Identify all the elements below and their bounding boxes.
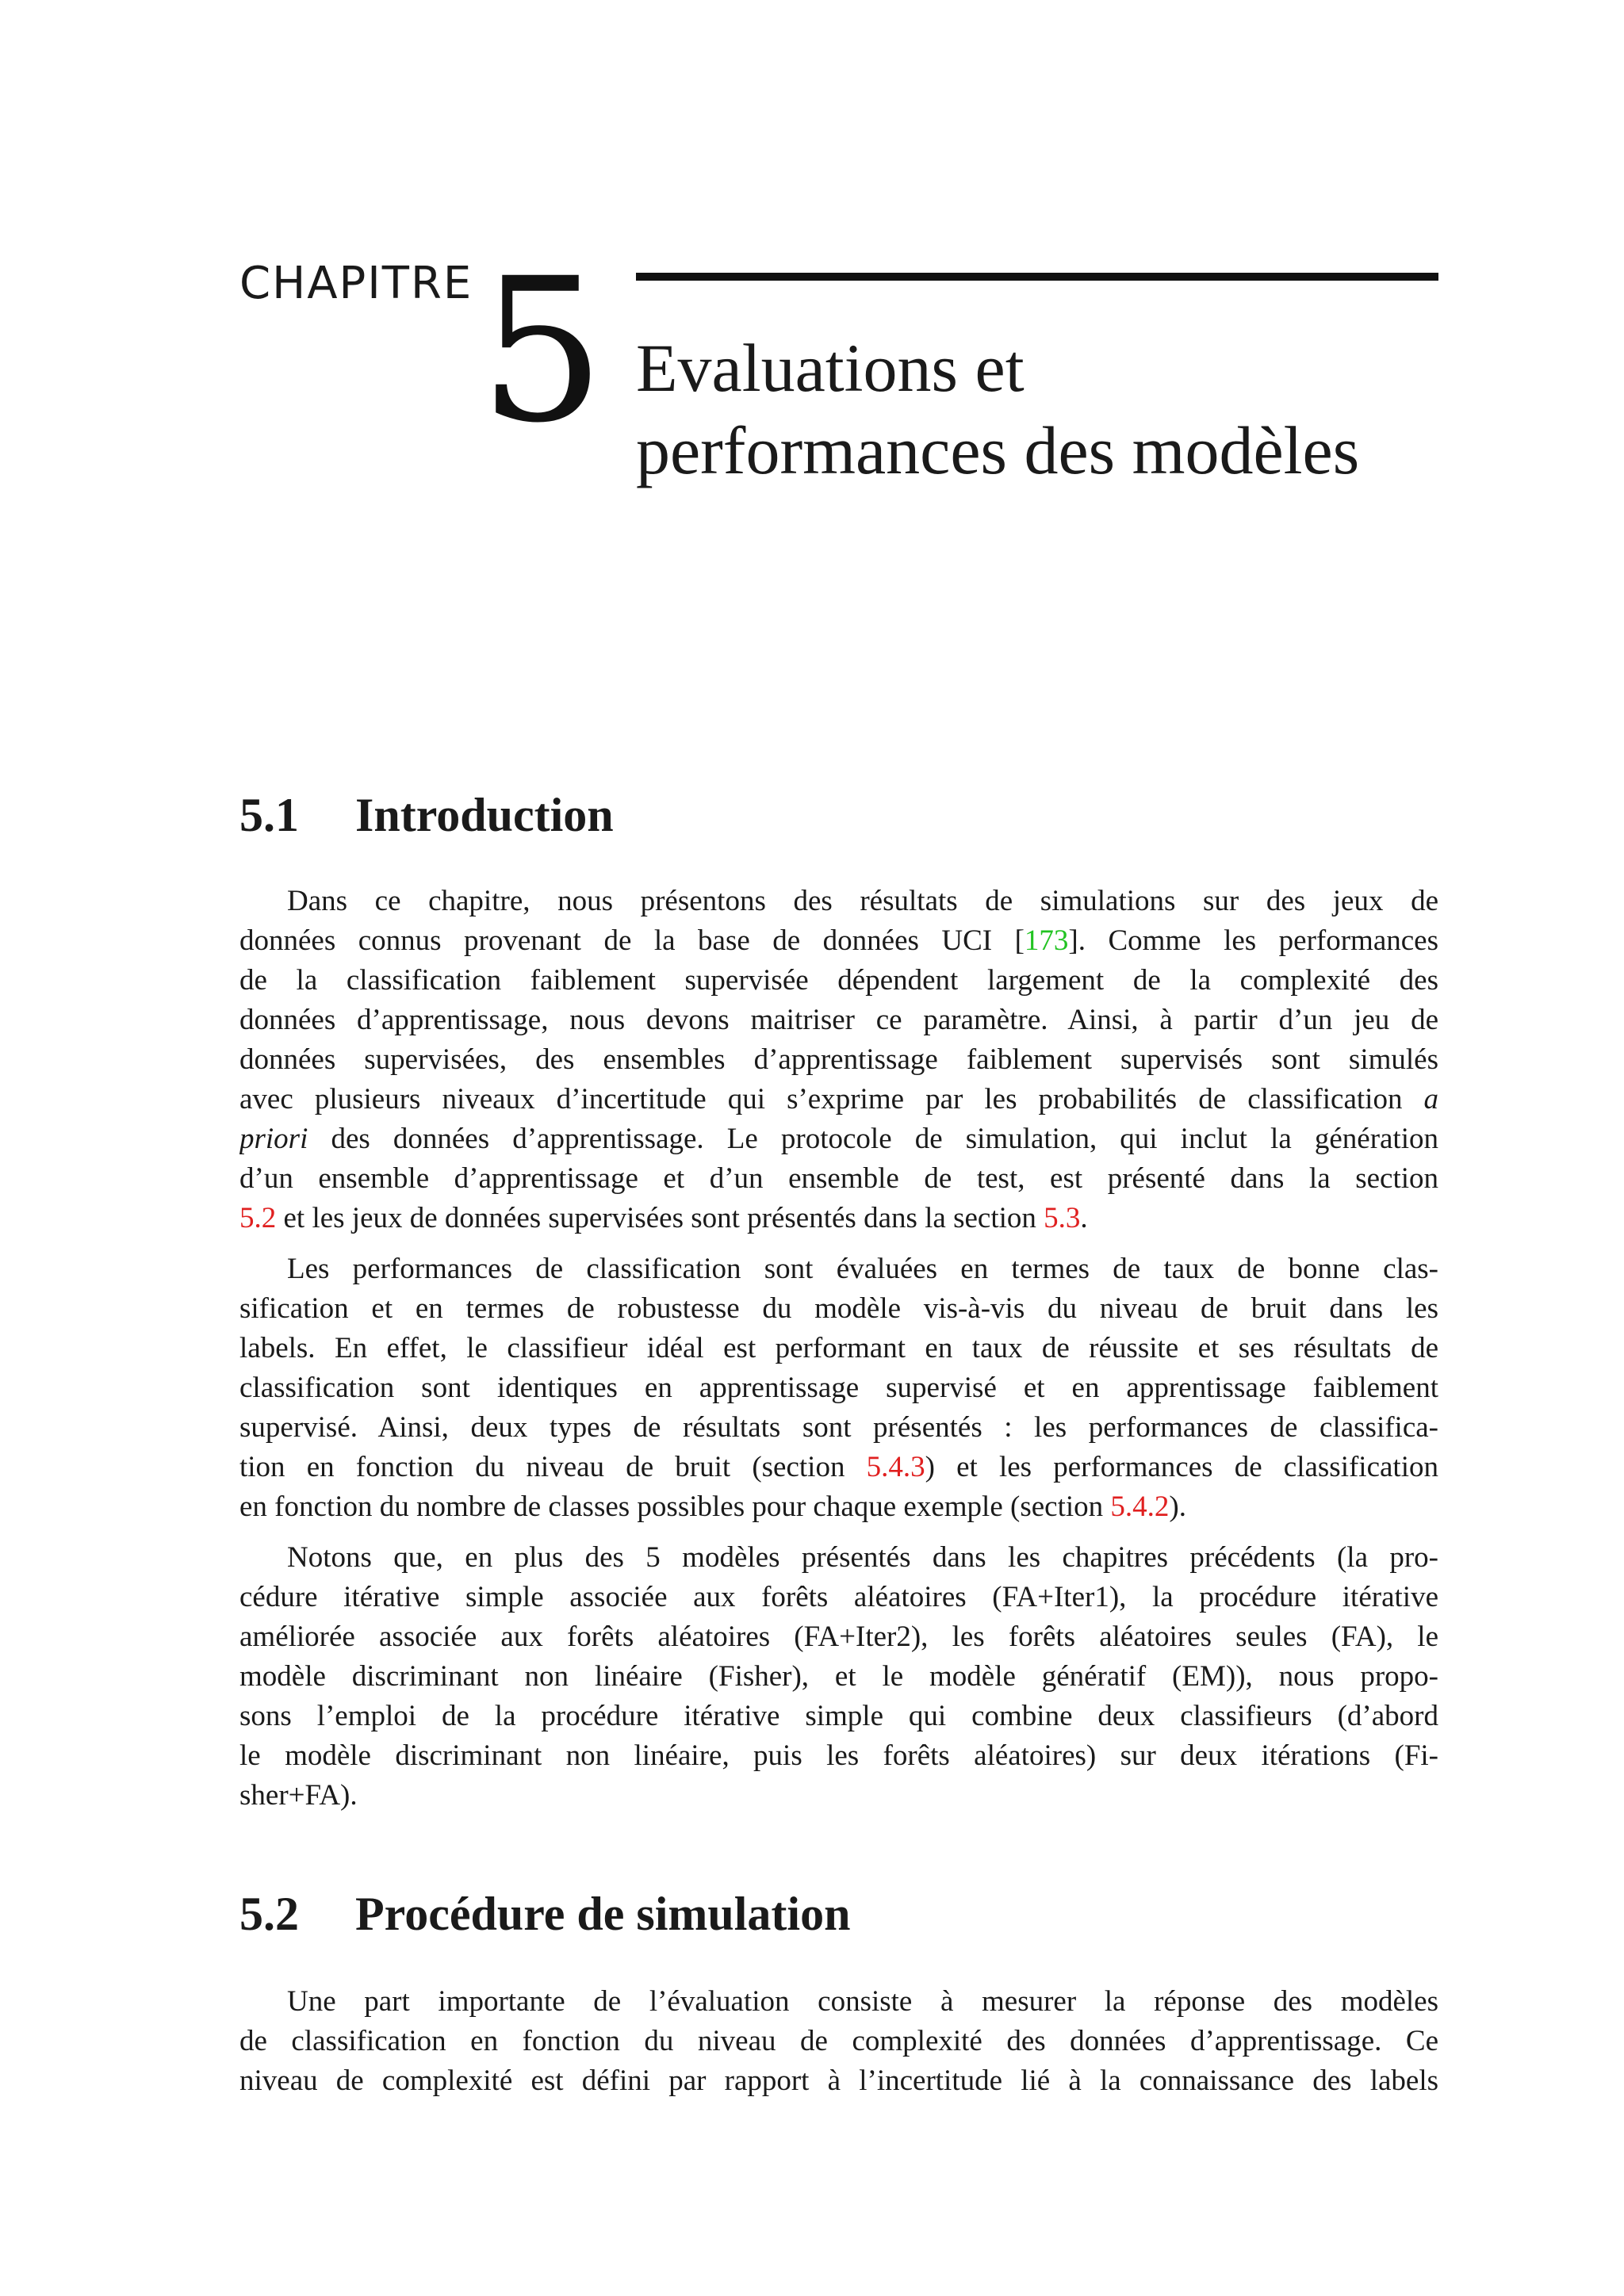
simulation-body xyxy=(239,1982,1438,2101)
section-title: Introduction xyxy=(355,789,614,841)
text-line xyxy=(239,1408,1438,1448)
text-span: ) et les performances de classification xyxy=(925,1451,1438,1483)
text-line xyxy=(239,1487,1438,1527)
text-span: de la classification faiblement supervisée dépendent largement de la complexité des xyxy=(239,964,1438,997)
italic-text: a xyxy=(1423,1083,1438,1115)
text-line xyxy=(239,1040,1438,1080)
text-line xyxy=(239,1001,1438,1040)
text-span: le modèle discriminant non linéaire, puis les forêts aléatoires) sur deux itérations (Fi- xyxy=(239,1739,1438,1772)
text-line xyxy=(239,1249,1438,1289)
text-line xyxy=(239,1080,1438,1119)
chapter-title-line: performances des modèles xyxy=(636,412,1360,488)
text-span: et les jeux de données supervisées sont présentés dans la section xyxy=(276,1202,1044,1234)
text-line xyxy=(239,1159,1438,1199)
italic-text: priori xyxy=(239,1123,308,1155)
text-span: modèle discriminant non linéaire (Fisher), et le modèle génératif (EM)), nous propo- xyxy=(239,1660,1438,1693)
text-span: Une part importante de l’évaluation consiste à mesurer la réponse des modèles xyxy=(287,1985,1438,2018)
text-span: données d’apprentissage, nous devons maitriser ce paramètre. Ainsi, à partir d’un jeu de xyxy=(239,1004,1438,1036)
text-span: Notons que, en plus des 5 modèles présentés dans les chapitres précédents (la pro- xyxy=(287,1541,1438,1574)
text-span: classification sont identiques en apprentissage supervisé et en apprentissage faiblement xyxy=(239,1372,1438,1404)
section-number: 5.1 xyxy=(239,789,299,841)
text-span: ]. Comme les performances xyxy=(1068,924,1438,957)
chapter-label: CHAPITRE xyxy=(239,258,473,309)
text-span: améliorée associée aux forêts aléatoires (FA+Iter2), les forêts aléatoires seules (FA), le xyxy=(239,1621,1438,1653)
text-span: Les performances de classification sont évaluées en termes de taux de bonne clas- xyxy=(287,1253,1438,1285)
text-line xyxy=(239,1776,1438,1816)
paragraph xyxy=(239,1249,1438,1527)
chapter-title xyxy=(636,327,1438,492)
section-crossref-link[interactable]: 5.4.3 xyxy=(866,1451,925,1483)
text-line xyxy=(239,1329,1438,1368)
introduction-body xyxy=(239,882,1438,1816)
text-span: tion en fonction du niveau de bruit (section xyxy=(239,1451,867,1483)
text-span: ). xyxy=(1169,1490,1186,1523)
text-span: avec plusieurs niveaux d’incertitude qui s’exprime par les probabilités de classification xyxy=(239,1083,1424,1115)
text-span: sons l’emploi de la procédure itérative simple qui combine deux classifieurs (d’abord xyxy=(239,1700,1438,1732)
paragraph-gap xyxy=(239,1527,1438,1538)
text-line xyxy=(239,1538,1438,1578)
text-line xyxy=(239,1982,1438,2022)
chapter-rule xyxy=(636,273,1438,281)
section-title: Procédure de simulation xyxy=(355,1888,851,1940)
text-span: de classification en fonction du niveau de complexité des données d’apprentissage. Ce xyxy=(239,2025,1438,2057)
chapter-number: 5 xyxy=(479,235,606,466)
text-line xyxy=(239,1736,1438,1776)
text-span: d’un ensemble d’apprentissage et d’un ensemble de test, est présenté dans la section xyxy=(239,1162,1438,1195)
section-number: 5.2 xyxy=(239,1888,299,1940)
text-line xyxy=(239,1199,1438,1238)
citation-link[interactable]: 173 xyxy=(1024,924,1069,957)
section-crossref-link[interactable]: 5.3 xyxy=(1044,1202,1081,1234)
text-span: sification et en termes de robustesse du modèle vis-à-vis du niveau de bruit dans les xyxy=(239,1292,1438,1325)
text-span: labels. En effet, le classifieur idéal est performant en taux de réussite et ses résultats de xyxy=(239,1332,1438,1364)
text-line xyxy=(239,1448,1438,1487)
text-span: . xyxy=(1080,1202,1088,1234)
text-span: supervisé. Ainsi, deux types de résultats sont présentés : les performances de classifica- xyxy=(239,1411,1438,1444)
text-span: données connus provenant de la base de données UCI [ xyxy=(239,924,1025,957)
text-span: en fonction du nombre de classes possibles pour chaque exemple (section xyxy=(239,1490,1111,1523)
text-line xyxy=(239,882,1438,921)
text-line xyxy=(239,1578,1438,1617)
paragraph xyxy=(239,1538,1438,1816)
text-span: cédure itérative simple associée aux forêts aléatoires (FA+Iter1), la procédure itérative xyxy=(239,1581,1438,1613)
text-span: données supervisées, des ensembles d’apprentissage faiblement supervisés sont simulés xyxy=(239,1043,1438,1076)
text-span: niveau de complexité est défini par rapport à l’incertitude lié à la connaissance des labels xyxy=(239,2064,1438,2097)
text-line xyxy=(239,921,1438,961)
paragraph xyxy=(239,882,1438,1238)
section-heading-simulation xyxy=(239,1890,850,1938)
text-line xyxy=(239,1697,1438,1736)
paragraph xyxy=(239,1982,1438,2101)
chapter-title-line: Evaluations et xyxy=(636,330,1025,406)
paragraph-gap xyxy=(239,1238,1438,1249)
text-line xyxy=(239,961,1438,1001)
text-line xyxy=(239,1289,1438,1329)
section-heading-introduction xyxy=(239,791,614,839)
text-line xyxy=(239,1657,1438,1697)
text-line xyxy=(239,2022,1438,2061)
text-line xyxy=(239,1368,1438,1408)
text-line xyxy=(239,1617,1438,1657)
text-line xyxy=(239,1119,1438,1159)
section-crossref-link[interactable]: 5.4.2 xyxy=(1110,1490,1170,1523)
text-span: des données d’apprentissage. Le protocole de simulation, qui inclut la génération xyxy=(308,1123,1438,1155)
text-line xyxy=(239,2061,1438,2101)
section-crossref-link[interactable]: 5.2 xyxy=(239,1202,277,1234)
text-span: Dans ce chapitre, nous présentons des résultats de simulations sur des jeux de xyxy=(287,885,1438,917)
text-span: sher+FA). xyxy=(239,1779,358,1812)
